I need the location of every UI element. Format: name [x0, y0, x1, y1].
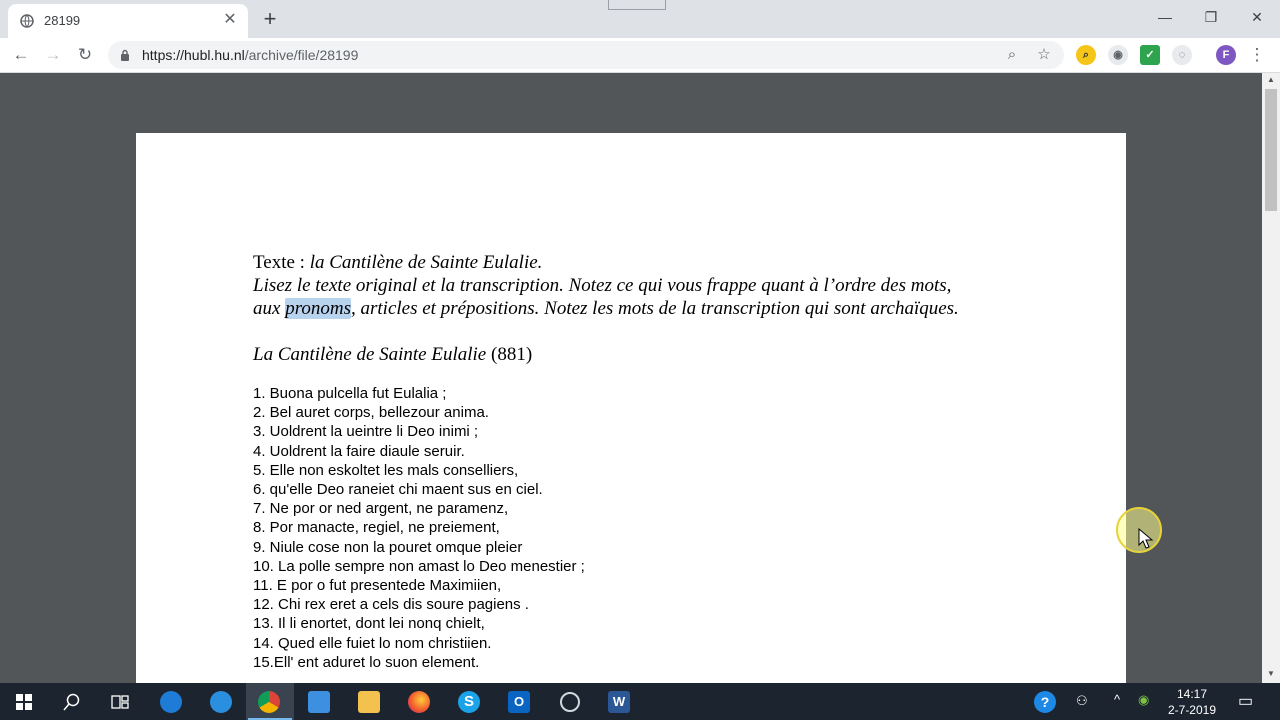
clock-time: 14:17 — [1176, 687, 1208, 701]
extension-circle-icon[interactable]: ◉ — [1108, 45, 1128, 65]
browser-toolbar — [0, 38, 1280, 73]
poem-title: La Cantilène de Sainte Eulalie — [253, 344, 487, 365]
new-tab-button[interactable]: + — [263, 6, 277, 31]
taskbar-app-rocket[interactable] — [296, 683, 344, 720]
globe-icon — [20, 14, 34, 28]
poem-line: 13. Il li enortet, dont lei nonq chielt, — [253, 615, 485, 633]
poem-line: 7. Ne por or ned argent, ne paramenz, — [253, 500, 509, 518]
scroll-down-arrow-icon[interactable]: ▼ — [1267, 669, 1275, 678]
poem-line: 10. La polle sempre non amast lo Deo menestier ; — [253, 557, 585, 575]
tab-strip — [0, 0, 1280, 38]
folder-icon — [358, 691, 380, 713]
extension-search-icon[interactable]: ⌕ — [1076, 45, 1096, 65]
rocket-app-icon — [308, 691, 330, 713]
poem-line: 14. Qued elle fuiet lo nom christiien. — [253, 634, 492, 652]
url-host: https://hubl.hu.nl — [142, 47, 245, 63]
close-window-button[interactable]: ✕ — [1251, 9, 1263, 25]
poem-line: 11. E por o fut presentede Maximiien, — [253, 577, 502, 595]
poem-line: 2. Bel auret corps, bellezour anima. — [253, 404, 489, 422]
action-center-icon[interactable]: ▭ — [1238, 693, 1254, 710]
address-bar[interactable] — [108, 41, 1064, 69]
taskbar-file-explorer[interactable] — [346, 683, 394, 720]
show-hidden-icons-chevron-icon[interactable]: ^ — [1114, 692, 1121, 707]
windows-logo-icon — [16, 694, 32, 710]
instruction-text-1: Lisez le texte original et la transcription. Notez ce qui vous frappe quant à l’ordre des mots, — [253, 275, 952, 296]
poem-heading — [253, 343, 1113, 366]
poem-line: 8. Por manacte, regiel, ne preiement, — [253, 519, 500, 537]
url-path: /archive/file/28199 — [244, 47, 359, 63]
clock-date: 2-7-2019 — [1167, 703, 1217, 717]
magnifier-app-icon — [560, 692, 580, 712]
poem-line: 4. Uoldrent la faire diaule seruir. — [253, 442, 465, 460]
instruction-text-2a: aux — [253, 298, 286, 319]
tab-active[interactable] — [8, 4, 248, 38]
poem-line: 1. Buona pulcella fut Eulalia ; — [253, 385, 447, 402]
network-status-icon[interactable]: ◉ — [1138, 692, 1150, 707]
window-drag-handle[interactable] — [608, 0, 666, 10]
poem-line: 12. Chi rex eret a cels dis soure pagiens . — [253, 596, 529, 614]
edge-icon — [160, 691, 182, 713]
poem-line: 3. Uoldrent la ueintre li Deo inimi ; — [253, 423, 479, 441]
scrollbar-thumb[interactable] — [1265, 89, 1277, 211]
people-icon[interactable]: ⚇ — [1076, 693, 1088, 708]
taskbar-outlook[interactable] — [496, 683, 544, 720]
taskbar-edge[interactable] — [148, 683, 196, 720]
search-icon — [63, 693, 81, 711]
back-button[interactable]: ← — [12, 45, 30, 64]
heading-prefix: Texte : — [253, 252, 310, 273]
windows-taskbar — [0, 683, 1280, 720]
restore-button[interactable]: ❐ — [1204, 9, 1218, 25]
profile-avatar[interactable]: F — [1216, 45, 1236, 65]
scroll-up-arrow-icon[interactable]: ▲ — [1267, 75, 1275, 84]
minimize-button[interactable]: — — [1158, 9, 1172, 25]
internet-explorer-icon — [210, 691, 232, 713]
highlighted-word[interactable]: pronoms — [285, 298, 351, 319]
extension-check-icon[interactable]: ✓ — [1140, 45, 1160, 65]
start-button[interactable] — [0, 683, 48, 720]
reload-button[interactable]: ↻ — [77, 45, 93, 64]
help-icon[interactable]: ? — [1034, 691, 1056, 713]
poem-line: 6. qu'elle Deo raneiet chi maent sus en ciel. — [253, 481, 543, 499]
heading-line — [253, 251, 1113, 274]
search-button[interactable] — [48, 683, 96, 720]
taskbar-ie[interactable] — [198, 683, 246, 720]
firefox-icon — [408, 691, 430, 713]
zoom-icon[interactable]: ⌕ — [1007, 46, 1017, 63]
chrome-icon — [258, 691, 280, 713]
taskbar-word[interactable] — [596, 683, 644, 720]
poem-line: 15.Ell' ent aduret lo suon element. — [253, 653, 480, 671]
document-content — [253, 251, 1113, 672]
menu-kebab-icon[interactable]: ⋮ — [1248, 45, 1266, 64]
tab-title: 28199 — [44, 13, 81, 28]
taskbar-skype[interactable] — [446, 683, 494, 720]
poem-line: 9. Niule cose non la pouret omque pleier — [253, 538, 523, 556]
vertical-scrollbar[interactable] — [1262, 73, 1280, 683]
lock-icon — [120, 49, 130, 61]
task-view-icon — [111, 693, 129, 711]
bookmark-star-icon[interactable]: ☆ — [1037, 46, 1051, 63]
instruction-line-1 — [253, 274, 1113, 297]
url-text[interactable] — [142, 47, 358, 63]
word-icon: W — [608, 691, 630, 713]
task-view-button[interactable] — [96, 683, 144, 720]
poem-year: (881) — [486, 344, 533, 365]
extension-headphones-icon[interactable]: ◌ — [1172, 45, 1192, 65]
taskbar-clock[interactable] — [1160, 686, 1224, 718]
document-viewer — [0, 73, 1262, 683]
forward-button[interactable]: → — [44, 45, 62, 64]
heading-title: la Cantilène de Sainte Eulalie. — [309, 252, 543, 273]
document-page — [136, 133, 1126, 683]
taskbar-firefox[interactable] — [396, 683, 444, 720]
taskbar-search-app[interactable] — [546, 683, 594, 720]
instruction-line-2 — [253, 297, 1113, 320]
poem-line: 5. Elle non eskoltet les mals conselliers, — [253, 461, 519, 479]
close-tab-icon[interactable]: ✕ — [223, 11, 237, 28]
instruction-text-2b: , articles et prépositions. Notez les mots de la transcription qui sont archaïques. — [351, 298, 959, 319]
poem-lines — [253, 384, 1113, 672]
skype-icon: S — [458, 691, 480, 713]
taskbar-chrome[interactable] — [246, 683, 294, 720]
outlook-icon: O — [508, 691, 530, 713]
mouse-cursor-icon — [1138, 528, 1154, 550]
